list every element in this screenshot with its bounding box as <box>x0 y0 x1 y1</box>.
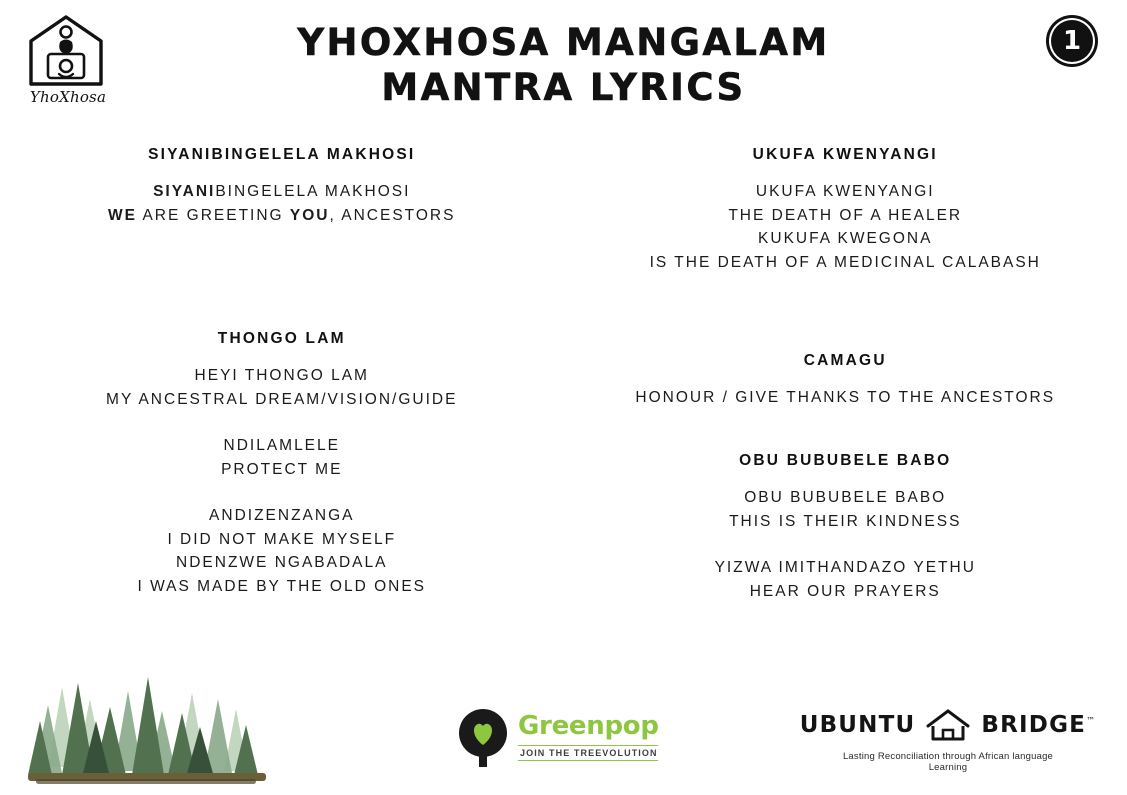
trademark-mark: ™ <box>1086 716 1097 727</box>
ubuntu-house-icon <box>925 708 971 742</box>
page-header <box>0 0 1127 120</box>
ubuntu-bridge-logo <box>799 705 1097 773</box>
stanza-ukufa-kwenyangi <box>597 146 1093 274</box>
lyric-line: HEAR OUR PRAYERS <box>749 582 941 600</box>
lyric-line: HEYI THONGO LAM <box>194 367 369 384</box>
ubuntu-bridge-tagline: Lasting Reconciliation through African language Learning <box>842 751 1054 773</box>
page-title <box>200 20 927 110</box>
stanza-obu-bububele-babo <box>597 452 1093 603</box>
lyric-bold-part: WE <box>108 206 138 224</box>
lyric-line: OBU BUBUBELE BABO <box>744 489 947 506</box>
greenpop-tagline: JOIN THE TREEVOLUTION <box>518 745 658 761</box>
lyric-line <box>34 180 530 204</box>
greenpop-logo <box>452 707 659 769</box>
stanza-lines <box>597 386 1093 410</box>
lyric-line: HONOUR / GIVE THANKS TO THE ANCESTORS <box>635 389 1056 406</box>
lyric-line: UKUFA KWENYANGI <box>755 183 935 200</box>
title-line-2: MANTRA LYRICS <box>381 66 746 110</box>
greenpop-tree-icon <box>452 707 514 769</box>
yhoxhosa-logo <box>22 14 114 114</box>
stanza-thongo-lam <box>34 330 530 598</box>
stanza-lines <box>597 180 1093 274</box>
greenpop-text <box>518 711 659 761</box>
lyric-line: NDENZWE NGABADALA <box>176 554 388 571</box>
stanza-title: THONGO LAM <box>217 330 346 347</box>
lyric-line: KUKUFA KWEGONA <box>758 230 933 247</box>
stanza-title: OBU BUBUBELE BABO <box>739 452 952 469</box>
stanza-lines <box>34 180 530 227</box>
lyric-line: ANDIZENZANGA <box>209 507 355 524</box>
ubuntu-word: UBUNTU <box>799 712 916 738</box>
house-logo-icon <box>26 14 106 88</box>
lyric-line: THIS IS THEIR KINDNESS <box>729 512 962 530</box>
lyric-rest: ARE GREETING <box>137 206 290 224</box>
lyric-bold-part: YOU <box>289 206 330 224</box>
lyric-line: NDILAMLELE <box>223 437 340 454</box>
lyric-bold-part: SIYANI <box>153 183 216 200</box>
page-number-badge: 1 <box>1049 18 1095 64</box>
lyric-line: I DID NOT MAKE MYSELF <box>167 530 397 548</box>
page-footer <box>0 635 1127 795</box>
ubuntu-bridge-row <box>799 705 1097 745</box>
lyric-rest: , ANCESTORS <box>329 206 456 224</box>
lyric-rest: BINGELELA MAKHOSI <box>215 183 411 200</box>
stanza-camagu <box>597 352 1093 410</box>
lyric-line <box>34 204 530 228</box>
logo-wordmark: YhoXhosa <box>29 88 107 106</box>
lyric-line: I WAS MADE BY THE OLD ONES <box>137 577 427 595</box>
lyric-line: YIZWA IMITHANDAZO YETHU <box>714 559 976 576</box>
stanza-lines <box>34 364 530 598</box>
stanza-title: SIYANIBINGELELA MAKHOSI <box>148 146 416 163</box>
stanza-siyanibingelela <box>34 146 530 227</box>
lyric-line: MY ANCESTRAL DREAM/VISION/GUIDE <box>106 390 458 408</box>
lyrics-columns <box>0 132 1127 642</box>
stanza-lines <box>597 486 1093 603</box>
lyric-line: IS THE DEATH OF A MEDICINAL CALABASH <box>649 253 1041 271</box>
greenpop-name: Greenpop <box>518 711 659 741</box>
title-line-1: YHOXHOSA MANGALAM <box>297 21 830 64</box>
forest-illustration <box>28 647 268 787</box>
lyric-line: THE DEATH OF A HEALER <box>728 206 963 224</box>
bridge-word: BRIDGE™ <box>981 712 1097 738</box>
stanza-title: UKUFA KWENYANGI <box>752 146 938 163</box>
stanza-title: CAMAGU <box>803 352 887 369</box>
lyric-line: PROTECT ME <box>221 460 343 478</box>
